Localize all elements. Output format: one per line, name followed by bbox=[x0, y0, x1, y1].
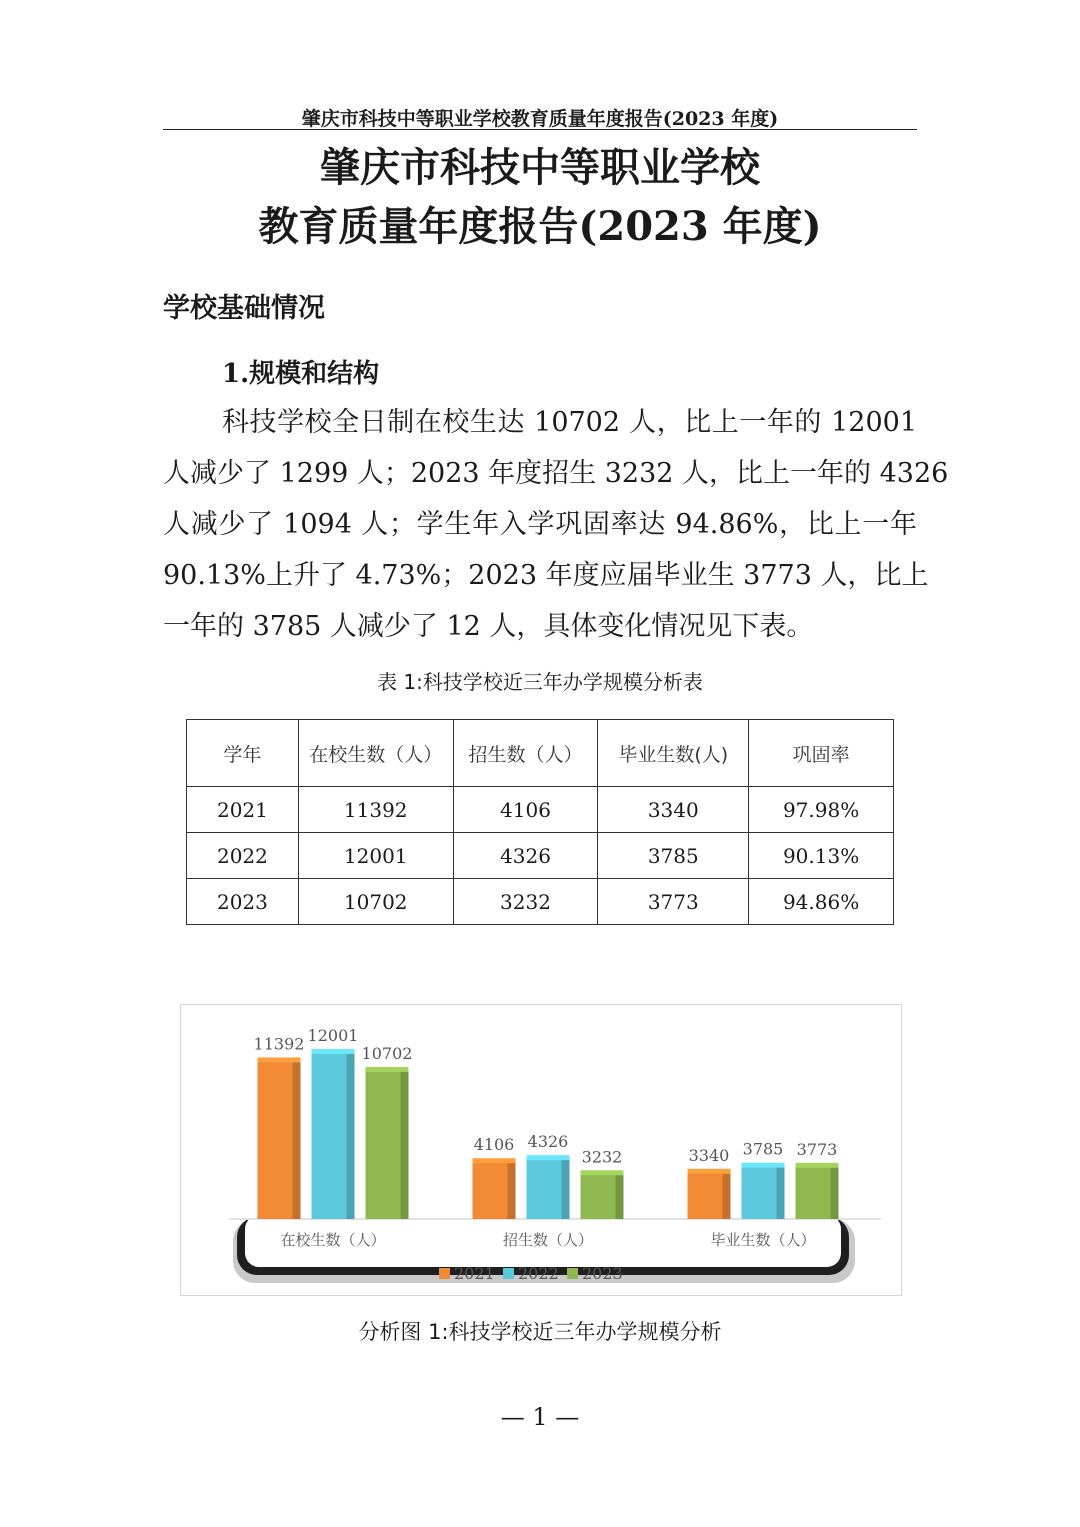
bar bbox=[527, 1155, 570, 1219]
legend-label: 2022 bbox=[518, 1264, 559, 1283]
bar-side bbox=[401, 1071, 409, 1219]
table-row bbox=[187, 879, 894, 925]
table-header-row bbox=[187, 720, 894, 787]
bar-side bbox=[616, 1174, 624, 1219]
column-header-year: 学年 bbox=[187, 720, 299, 787]
paragraph-line: 人减少了 1299 人；2023 年度招生 3232 人，比上一年的 4326 bbox=[163, 458, 949, 489]
bar bbox=[312, 1049, 355, 1219]
bar-top bbox=[473, 1158, 516, 1163]
enrollment-table bbox=[186, 719, 894, 925]
bar-top bbox=[366, 1067, 409, 1072]
table-cell: 12001 bbox=[298, 833, 453, 879]
bar-top bbox=[581, 1170, 624, 1175]
data-label: 11392 bbox=[253, 1034, 305, 1054]
bar-side bbox=[347, 1053, 355, 1219]
category-label: 招生数（人） bbox=[502, 1231, 594, 1249]
table-cell: 11392 bbox=[298, 787, 453, 833]
paragraph-line: 90.13%上升了 4.73%；2023 年度应届毕业生 3773 人，比上 bbox=[163, 560, 929, 591]
data-label: 10702 bbox=[361, 1043, 413, 1063]
column-header-admitted: 招生数（人） bbox=[453, 720, 598, 787]
bar bbox=[366, 1067, 409, 1219]
table-cell: 3232 bbox=[453, 879, 598, 925]
data-label: 3785 bbox=[742, 1139, 784, 1159]
legend-label: 2021 bbox=[454, 1264, 495, 1283]
bar bbox=[742, 1163, 785, 1219]
bar-top bbox=[688, 1169, 731, 1174]
table-cell: 97.98% bbox=[749, 787, 894, 833]
data-label: 3773 bbox=[796, 1139, 838, 1159]
paragraph-line: 一年的 3785 人减少了 12 人，具体变化情况见下表。 bbox=[163, 611, 814, 642]
table-cell: 4326 bbox=[453, 833, 598, 879]
bar-top bbox=[796, 1163, 839, 1168]
table-cell: 4106 bbox=[453, 787, 598, 833]
bar-side bbox=[777, 1167, 785, 1219]
bar-top bbox=[312, 1049, 355, 1054]
table-cell: 10702 bbox=[298, 879, 453, 925]
bar bbox=[258, 1057, 301, 1219]
data-label: 4326 bbox=[527, 1132, 569, 1152]
chart-caption: 分析图 1:科技学校近三年办学规模分析 bbox=[358, 1320, 722, 1344]
legend-label: 2023 bbox=[582, 1264, 623, 1283]
section-heading: 学校基础情况 bbox=[163, 293, 325, 324]
table-cell: 94.86% bbox=[749, 879, 894, 925]
bar bbox=[581, 1170, 624, 1219]
table-cell: 90.13% bbox=[749, 833, 894, 879]
paragraph-line: 科技学校全日制在校生达 10702 人，比上一年的 12001 bbox=[222, 407, 917, 438]
bar-side bbox=[723, 1173, 731, 1219]
data-label: 12001 bbox=[307, 1026, 359, 1045]
bar-side bbox=[831, 1167, 839, 1219]
document-title-line1: 肇庆市科技中等职业学校 bbox=[320, 144, 760, 191]
table-row bbox=[187, 787, 894, 833]
bar bbox=[796, 1163, 839, 1219]
table-cell: 2022 bbox=[187, 833, 299, 879]
subsection-heading: 1.规模和结构 bbox=[222, 359, 380, 389]
bar-top bbox=[742, 1163, 785, 1168]
bar-top bbox=[527, 1155, 570, 1160]
column-header-graduates: 毕业生数(人) bbox=[598, 720, 749, 787]
document-title-line2: 教育质量年度报告(2023 年度) bbox=[258, 203, 822, 250]
column-header-enrolled: 在校生数（人） bbox=[298, 720, 453, 787]
category-label: 毕业生数（人） bbox=[710, 1231, 816, 1249]
bar-chart-svg bbox=[181, 1005, 901, 1295]
table-row bbox=[187, 833, 894, 879]
bar-chart bbox=[180, 1004, 902, 1296]
table-cell: 2023 bbox=[187, 879, 299, 925]
legend-swatch bbox=[503, 1268, 514, 1279]
header-rule bbox=[163, 129, 917, 130]
table-cell: 3773 bbox=[598, 879, 749, 925]
table-cell: 2021 bbox=[187, 787, 299, 833]
bar bbox=[688, 1169, 731, 1219]
legend-swatch bbox=[439, 1268, 450, 1279]
data-label: 4106 bbox=[473, 1135, 515, 1155]
table-caption: 表 1:科技学校近三年办学规模分析表 bbox=[377, 670, 703, 694]
table-cell: 3340 bbox=[598, 787, 749, 833]
legend-swatch bbox=[567, 1268, 578, 1279]
column-header-retention: 巩固率 bbox=[749, 720, 894, 787]
bar-side bbox=[562, 1159, 570, 1219]
bar-side bbox=[293, 1061, 301, 1219]
bar bbox=[473, 1158, 516, 1219]
data-label: 3340 bbox=[688, 1145, 730, 1165]
bar-side bbox=[508, 1162, 516, 1219]
page-number: — 1 — bbox=[500, 1403, 580, 1431]
bar-top bbox=[258, 1057, 301, 1062]
data-label: 3232 bbox=[581, 1147, 623, 1167]
running-header: 肇庆市科技中等职业学校教育质量年度报告(2023 年度) bbox=[301, 108, 779, 130]
table-cell: 3785 bbox=[598, 833, 749, 879]
paragraph-line: 人减少了 1094 人；学生年入学巩固率达 94.86%，比上一年 bbox=[163, 509, 917, 540]
category-label: 在校生数（人） bbox=[280, 1231, 386, 1249]
